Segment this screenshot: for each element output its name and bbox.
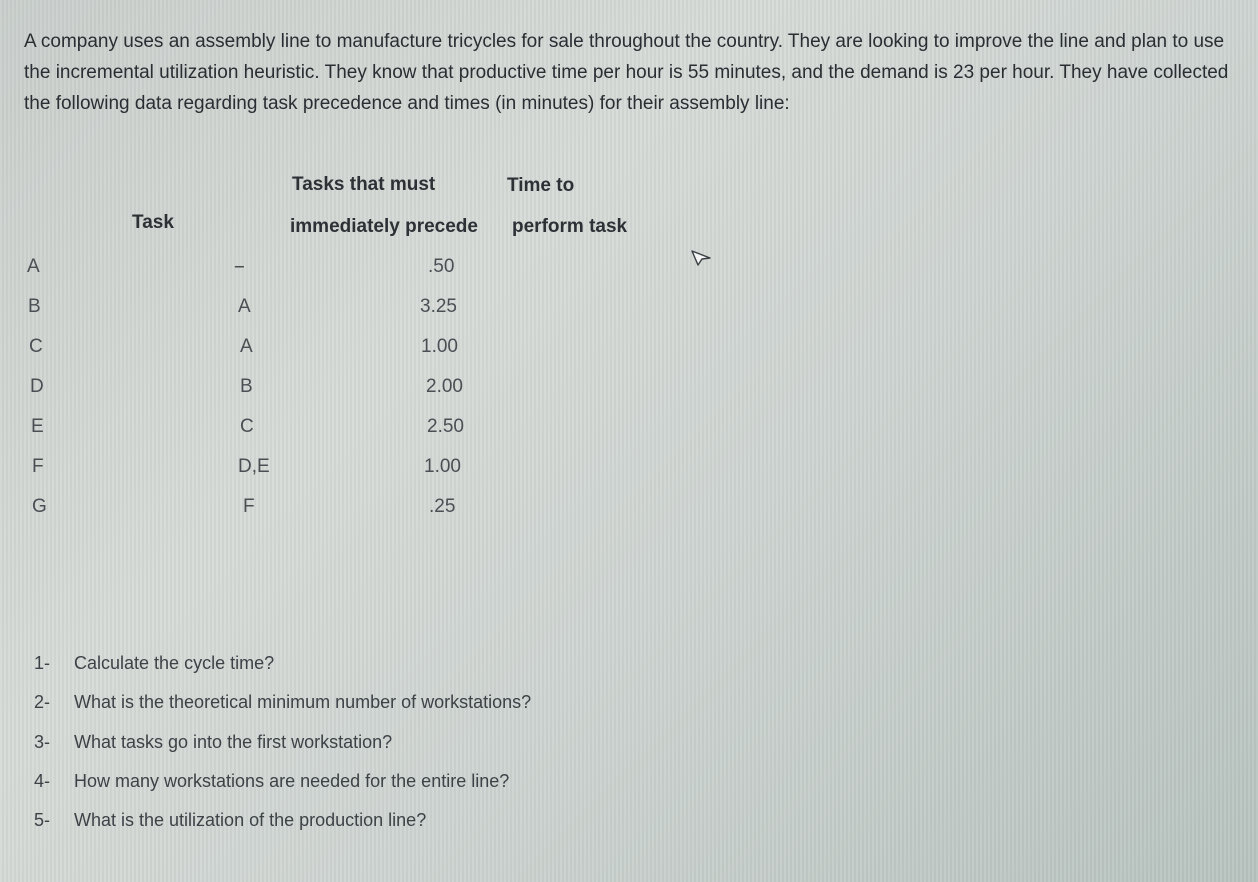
header-task: Task (132, 212, 174, 233)
header-time-line1: Time to (507, 175, 575, 196)
row-g-time: .25 (429, 496, 456, 517)
header-precede-line1: Tasks that must (292, 174, 436, 195)
question-1-number: 1- (34, 653, 51, 673)
row-b-task: B (28, 296, 41, 317)
row-b-time: 3.25 (420, 296, 457, 317)
header-time-line2: perform task (512, 216, 628, 237)
row-b-precede: A (238, 296, 251, 317)
row-d-time: 2.00 (426, 376, 463, 397)
row-f-precede: D,E (238, 456, 270, 477)
row-g-precede: F (243, 496, 255, 517)
question-3-number: 3- (34, 732, 51, 752)
question-2-number: 2- (34, 692, 51, 712)
row-f-time: 1.00 (424, 456, 461, 477)
row-d-task: D (30, 376, 44, 397)
question-5-number: 5- (34, 810, 51, 830)
question-1-text: Calculate the cycle time? (74, 653, 275, 673)
header-precede-line2: immediately precede (290, 216, 478, 237)
row-f-task: F (32, 456, 44, 477)
question-2-text: What is the theoretical minimum number of workstations? (74, 692, 532, 712)
question-3-text: What tasks go into the first workstation? (74, 732, 393, 752)
question-5-text: What is the utilization of the production line? (74, 810, 427, 830)
row-a-task: A (27, 256, 40, 277)
row-e-time: 2.50 (427, 416, 464, 437)
row-c-time: 1.00 (421, 336, 458, 357)
row-c-precede: A (240, 336, 253, 357)
row-c-task: C (29, 336, 43, 357)
row-d-precede: B (240, 376, 253, 397)
row-e-precede: C (240, 416, 254, 437)
row-a-time: .50 (428, 256, 455, 277)
row-g-task: G (32, 496, 47, 517)
question-4-text: How many workstations are needed for the entire line? (74, 771, 510, 791)
row-e-task: E (31, 416, 44, 437)
intro-paragraph: A company uses an assembly line to manufacture tricycles for sale throughout the country. They are looking to improve the line and plan to use the incremental utilization heuristic. They know that productive time per hour is 55 minutes, and the demand is 23 per hour. They have collected the following data regarding task precedence and times (in minutes) for their assembly line: (24, 31, 1229, 114)
question-4-number: 4- (34, 771, 51, 791)
mouse-pointer-icon (690, 250, 712, 271)
row-a-precede: -- (234, 256, 243, 277)
